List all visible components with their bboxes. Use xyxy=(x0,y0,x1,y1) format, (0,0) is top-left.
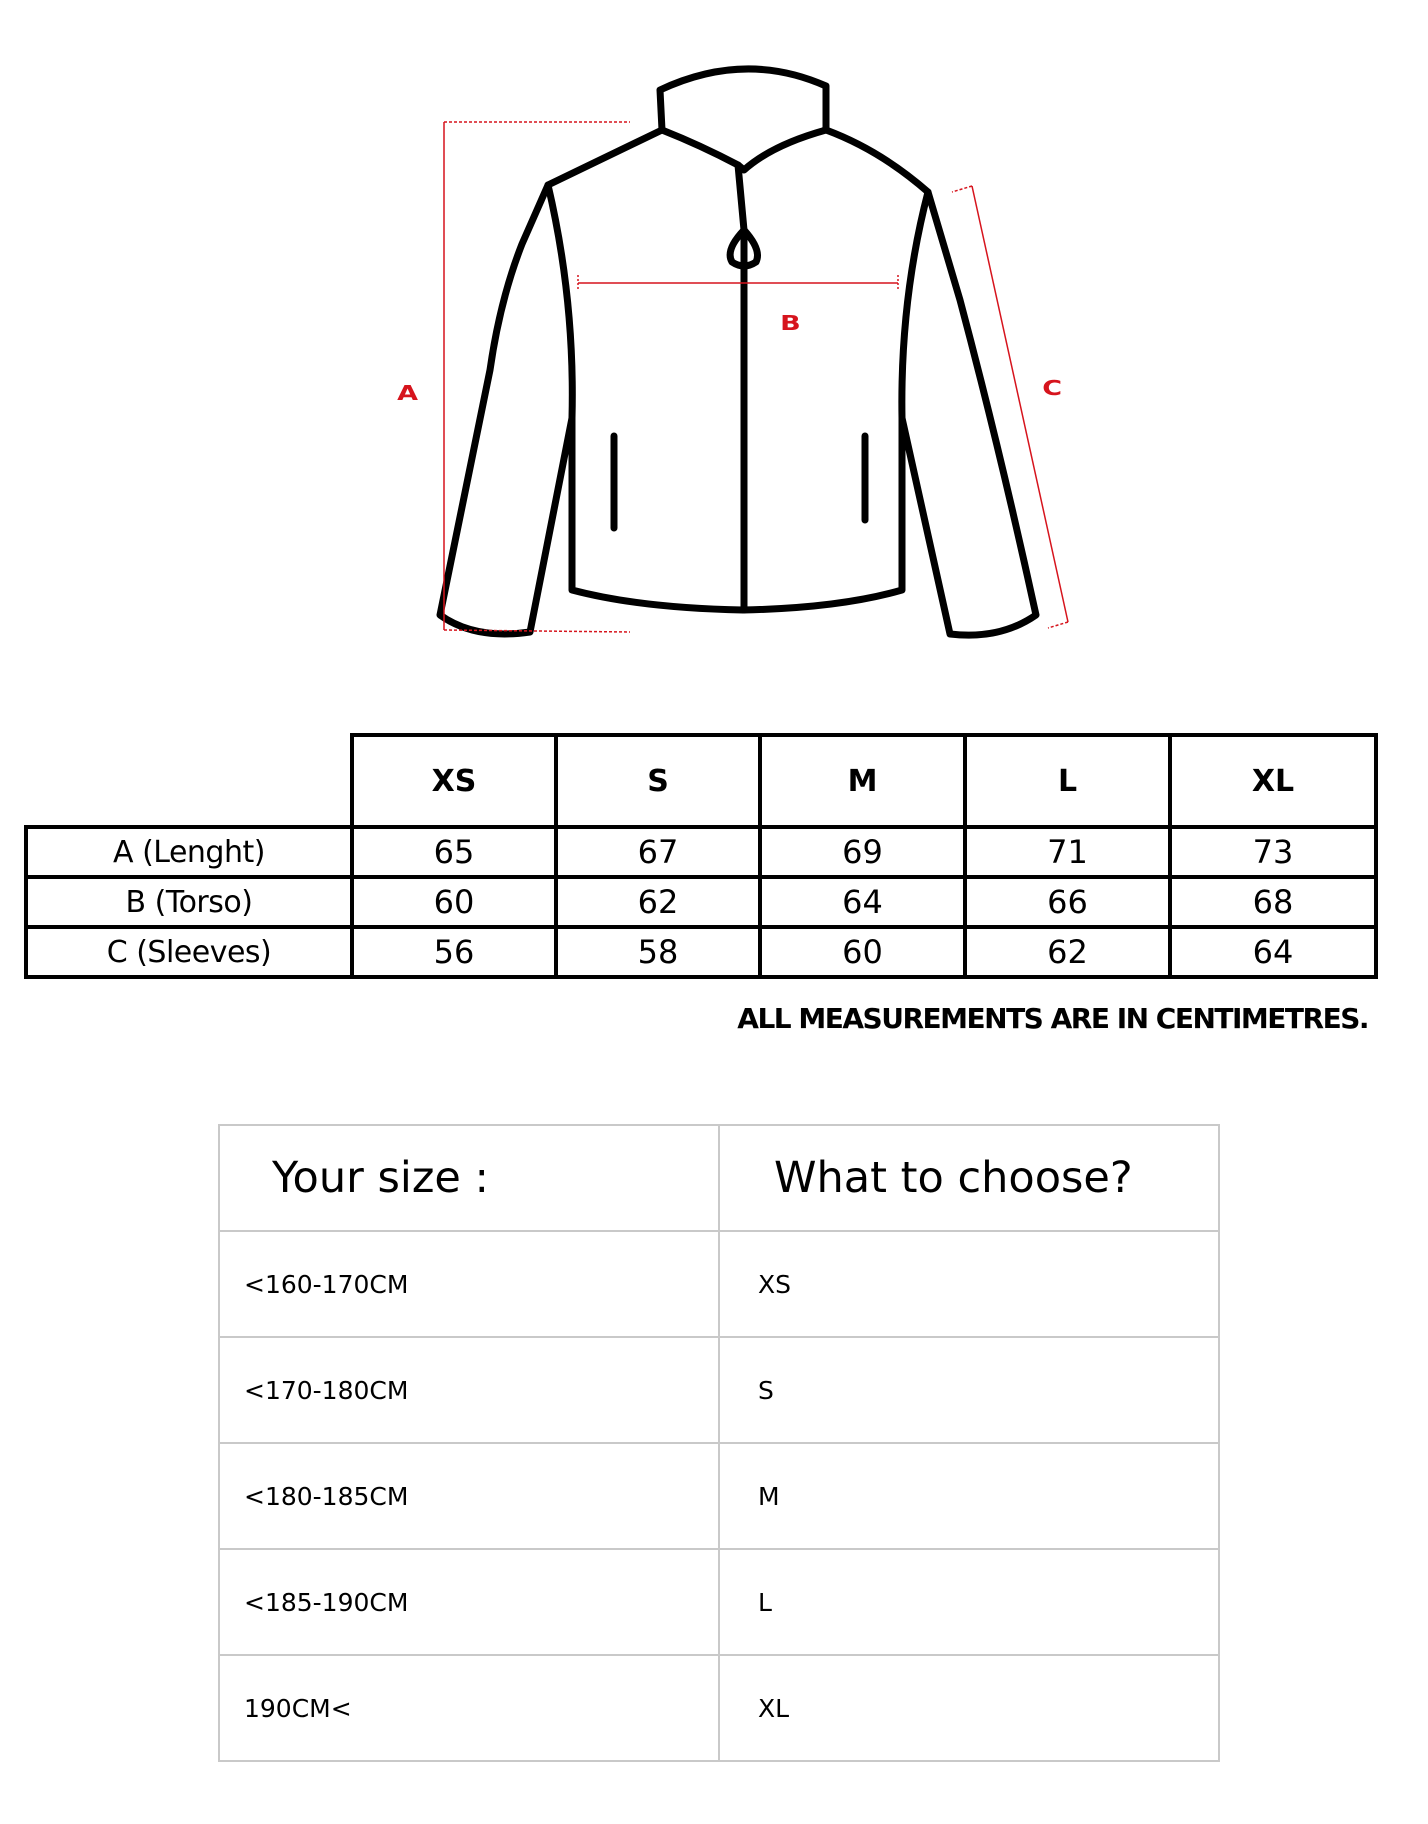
row-label: B (Torso) xyxy=(26,877,352,927)
value-cell: 68 xyxy=(1170,877,1376,927)
size-header-xl: XL xyxy=(1170,735,1376,827)
guide-row xyxy=(219,1443,1219,1549)
recommended-size: L xyxy=(719,1549,1219,1655)
guide-header-row xyxy=(219,1125,1219,1231)
measurement-row-torso xyxy=(26,877,1376,927)
size-header-s: S xyxy=(556,735,760,827)
size-header-l: L xyxy=(965,735,1170,827)
value-cell: 73 xyxy=(1170,827,1376,877)
recommended-size: M xyxy=(719,1443,1219,1549)
value-cell: 60 xyxy=(760,927,965,977)
value-cell: 62 xyxy=(556,877,760,927)
measurement-row-sleeves xyxy=(26,927,1376,977)
jacket-illustration xyxy=(0,0,1428,700)
value-cell: 64 xyxy=(760,877,965,927)
measurement-row-length xyxy=(26,827,1376,877)
label-a: A xyxy=(397,381,420,405)
what-to-choose-header: What to choose? xyxy=(719,1125,1219,1231)
row-label: A (Lenght) xyxy=(26,827,352,877)
header-empty-cell xyxy=(26,735,352,827)
label-c: C xyxy=(1042,376,1064,400)
guide-row xyxy=(219,1655,1219,1761)
height-range: 190CM< xyxy=(219,1655,719,1761)
your-size-header: Your size : xyxy=(219,1125,719,1231)
value-cell: 60 xyxy=(352,877,556,927)
value-cell: 71 xyxy=(965,827,1170,877)
guide-row xyxy=(219,1549,1219,1655)
height-range: <160-170CM xyxy=(219,1231,719,1337)
size-header-m: M xyxy=(760,735,965,827)
recommended-size: S xyxy=(719,1337,1219,1443)
recommended-size: XS xyxy=(719,1231,1219,1337)
units-note: ALL MEASUREMENTS ARE IN CENTIMETRES. xyxy=(737,1002,1368,1035)
value-cell: 66 xyxy=(965,877,1170,927)
measurements-table xyxy=(24,733,1378,979)
height-range: <170-180CM xyxy=(219,1337,719,1443)
value-cell: 58 xyxy=(556,927,760,977)
height-range: <180-185CM xyxy=(219,1443,719,1549)
row-label: C (Sleeves) xyxy=(26,927,352,977)
guide-row xyxy=(219,1337,1219,1443)
value-cell: 64 xyxy=(1170,927,1376,977)
guide-row xyxy=(219,1231,1219,1337)
label-b: B xyxy=(780,311,803,335)
jacket-diagram xyxy=(0,0,1428,700)
recommended-size: XL xyxy=(719,1655,1219,1761)
value-cell: 69 xyxy=(760,827,965,877)
value-cell: 67 xyxy=(556,827,760,877)
size-guide-table xyxy=(218,1124,1220,1762)
value-cell: 65 xyxy=(352,827,556,877)
value-cell: 56 xyxy=(352,927,556,977)
height-range: <185-190CM xyxy=(219,1549,719,1655)
measurements-header-row xyxy=(26,735,1376,827)
value-cell: 62 xyxy=(965,927,1170,977)
size-header-xs: XS xyxy=(352,735,556,827)
